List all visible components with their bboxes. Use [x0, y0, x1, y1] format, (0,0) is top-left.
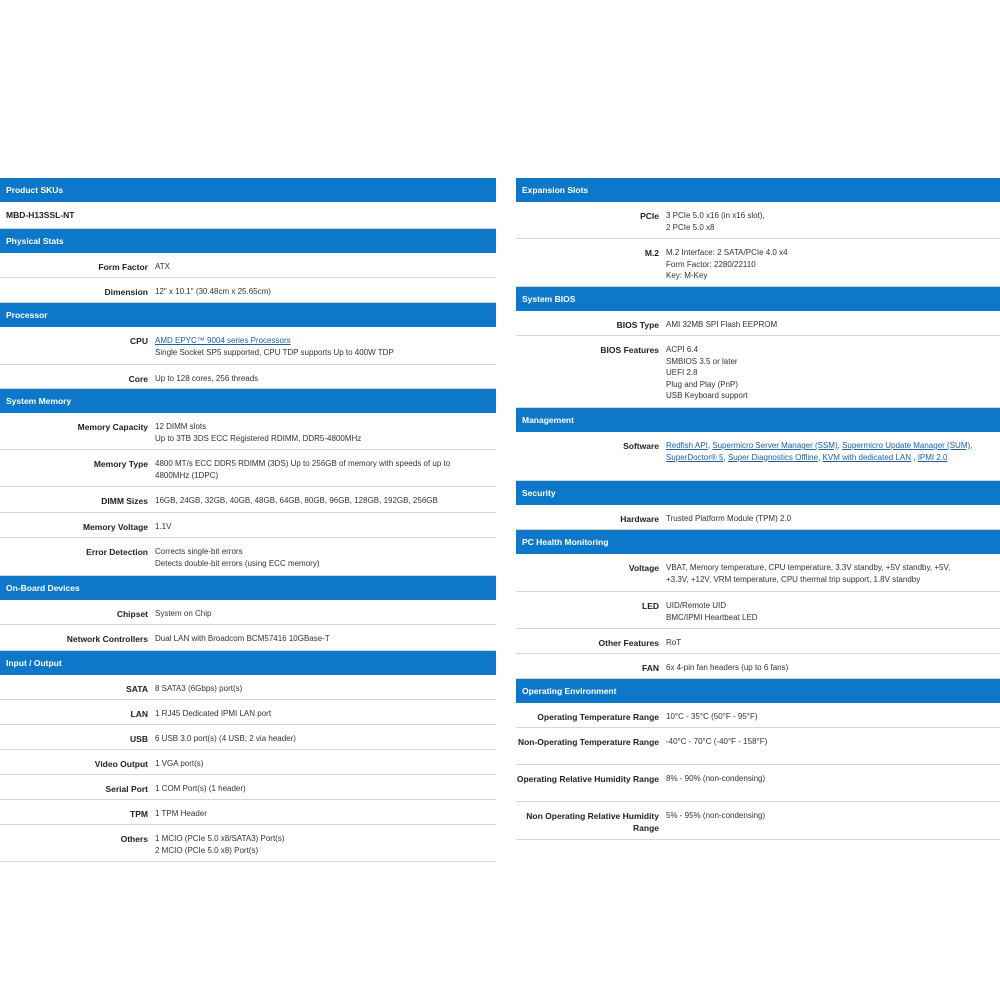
spec-row-bios-type: [516, 311, 1000, 336]
spec-label: Core: [128, 374, 148, 384]
spec-value-line: BMC/IPMI Heartbeat LED: [666, 612, 758, 622]
operating-environment-rows: [516, 703, 1000, 840]
spec-label: FAN: [642, 663, 659, 673]
spec-value: [148, 725, 496, 749]
right-spec-column: [516, 178, 1000, 840]
spec-value-line: 1 TPM Header: [155, 809, 207, 818]
spec-value: [659, 432, 1000, 480]
spec-label: Chipset: [116, 609, 148, 619]
spec-label: Other Features: [598, 638, 659, 648]
kvm-link[interactable]: KVM with dedicated LAN: [822, 452, 912, 462]
spec-row-cpu: [0, 327, 496, 365]
ssm-link[interactable]: Supermicro Server Manager (SSM): [712, 441, 838, 450]
spec-value-line: Form Factor: 2280/22110: [666, 259, 756, 269]
superdoctor-link[interactable]: SuperDoctor® 5: [666, 452, 724, 462]
section-header-expansion-slots: Expansion Slots: [516, 178, 1000, 202]
redfish-api-link[interactable]: Redfish API: [666, 441, 708, 450]
spec-value-line: 1 RJ45 Dedicated IPMI LAN port: [155, 709, 272, 718]
spec-row-network-controllers: [0, 625, 496, 651]
spec-label: M.2: [644, 248, 659, 258]
spec-row-led: [516, 592, 1000, 629]
spec-value: [148, 800, 496, 824]
pc-health-rows: [516, 554, 1000, 679]
spec-label: PCIe: [640, 211, 659, 221]
section-header-pc-health-monitoring: PC Health Monitoring: [516, 530, 1000, 554]
spec-label: Dimension: [104, 287, 148, 297]
spec-value-line: ACPI 6.4: [666, 345, 699, 354]
spec-value: [148, 513, 496, 537]
spec-value: [659, 654, 1000, 678]
spec-value-line: 8% - 90% (non-condensing): [666, 774, 766, 783]
spec-row-memory-capacity: [0, 413, 496, 450]
physical-stats-rows: [0, 253, 496, 303]
spec-row-non-operating-temperature-range: [516, 728, 1000, 765]
spec-value-line: AMI 32MB SPI Flash EEPROM: [666, 320, 778, 329]
spec-label: Operating Relative Humidity Range: [516, 774, 659, 784]
spec-label: SATA: [126, 684, 148, 694]
spec-value-line: VBAT, Memory temperature, CPU temperature, 3.3V standby, +5V standby, +5V,: [666, 563, 951, 572]
spec-value-line: -40°C - 70°C (-40°F - 158°F): [666, 737, 768, 746]
spec-value: [659, 202, 1000, 238]
spec-row-error-detection: [0, 538, 496, 576]
spec-value-line: 12" x 10.1" (30.48cm x 25.65cm): [155, 287, 271, 296]
spec-value-line: RoT: [666, 638, 682, 647]
spec-value: [659, 336, 1000, 407]
spec-value: [148, 487, 496, 512]
spec-value-line: UID/Remote UID: [666, 601, 727, 610]
section-header-system-memory: System Memory: [0, 389, 496, 413]
spec-label: Form Factor: [98, 262, 148, 272]
security-rows: [516, 505, 1000, 530]
spec-value: [659, 554, 1000, 591]
spec-row-non-operating-relative-humidity-range: [516, 802, 1000, 840]
spec-value-line: Plug and Play (PnP): [666, 379, 739, 389]
spec-value-line: 12 DIMM slots: [155, 422, 207, 431]
expansion-slots-rows: [516, 202, 1000, 287]
spec-row-form-factor: [0, 253, 496, 278]
spec-value: [659, 629, 1000, 653]
sum-link[interactable]: Supermicro Update Manager (SUM): [842, 441, 971, 450]
spec-value-line: Corrects single-bit errors: [155, 547, 243, 556]
spec-row-video-output: [0, 750, 496, 775]
spec-row-dimension: [0, 278, 496, 303]
spec-value: [148, 253, 496, 277]
spec-row-memory-type: [0, 450, 496, 487]
ipmi-link[interactable]: IPMI 2.0: [917, 452, 948, 462]
spec-value-line: 1 MCIO (PCIe 5.0 x8/SATA3) Port(s): [155, 834, 285, 843]
spec-row-operating-temperature-range: [516, 703, 1000, 728]
link-separator: ,: [707, 441, 713, 450]
spec-value-line: Dual LAN with Broadcom BCM57416 10GBase-T: [155, 634, 330, 643]
spec-label: Memory Type: [93, 459, 148, 469]
on-board-devices-rows: [0, 600, 496, 651]
link-separator: ,: [911, 452, 916, 462]
spec-value: [148, 600, 496, 624]
spec-value: [148, 538, 496, 575]
spec-value-line: 2 PCIe 5.0 x8: [666, 222, 715, 232]
spec-label: Operating Temperature Range: [537, 712, 659, 722]
spec-value: [659, 311, 1000, 335]
system-bios-rows: [516, 311, 1000, 408]
section-header-physical-stats: Physical Stats: [0, 229, 496, 253]
spec-row-m-2: [516, 239, 1000, 287]
spec-value-line: 1 COM Port(s) (1 header): [155, 784, 246, 793]
spec-value-line: Key: M-Key: [666, 271, 708, 280]
spec-value: [148, 825, 496, 861]
spec-value-line: 6 USB 3.0 port(s) (4 USB; 2 via header): [155, 734, 296, 743]
spec-row-tpm: [0, 800, 496, 825]
spec-label: USB: [130, 734, 148, 744]
spec-value: [148, 675, 496, 699]
spec-value: [148, 450, 496, 486]
spec-label: BIOS Features: [600, 345, 659, 355]
spec-row-bios-features: [516, 336, 1000, 408]
spec-value-line: 2 MCIO (PCIe 5.0 x8) Port(s): [155, 845, 259, 855]
spec-row-pcie: [516, 202, 1000, 239]
spec-row-software: [516, 432, 1000, 481]
spec-value: [659, 765, 1000, 801]
spec-value: [148, 625, 496, 650]
spec-value-line: SMBIOS 3.5 or later: [666, 356, 738, 366]
spec-value: [148, 750, 496, 774]
spec-label: Non-Operating Temperature Range: [517, 737, 659, 747]
spec-row-chipset: [0, 600, 496, 625]
spec-label: DIMM Sizes: [101, 496, 148, 506]
link-separator: ,: [837, 441, 843, 450]
spec-row-hardware: [516, 505, 1000, 530]
spec-value-line: 16GB, 24GB, 32GB, 40GB, 48GB, 64GB, 80GB, 96GB, 128GB, 192GB, 256GB: [155, 496, 438, 505]
spec-label: Memory Capacity: [77, 422, 148, 432]
spec-value-line: Up to 128 cores, 256 threads: [155, 374, 259, 383]
section-header-on-board-devices: On-Board Devices: [0, 576, 496, 600]
spec-row-fan: [516, 654, 1000, 679]
section-header-processor: Processor: [0, 303, 496, 327]
spec-label: Video Output: [94, 759, 148, 769]
spec-value-line: Up to 3TB 3DS ECC Registered RDIMM, DDR5-4800MHz: [155, 433, 362, 443]
link-separator: ,: [723, 452, 728, 462]
spec-value-line: +3.3V, +12V, VRM temperature, CPU thermal trip support, 1.8V standby: [666, 574, 921, 584]
section-header-security: Security: [516, 481, 1000, 505]
cpu-series-link[interactable]: AMD EPYC™ 9004 series Processors: [155, 336, 291, 345]
spec-label: Network Controllers: [66, 634, 148, 644]
spec-value: [659, 505, 1000, 529]
spec-label: Error Detection: [86, 547, 148, 557]
link-separator: ,: [970, 441, 973, 450]
left-spec-column: [0, 178, 496, 862]
spec-label: Voltage: [628, 563, 659, 573]
spec-label: Hardware: [620, 514, 659, 524]
spec-row-others: [0, 825, 496, 862]
spec-row-serial-port: [0, 775, 496, 800]
spec-value: [659, 802, 1000, 839]
spec-value-line: Trusted Platform Module (TPM) 2.0: [666, 514, 792, 523]
spec-value-line: 4800MHz (1DPC): [155, 470, 219, 480]
spec-row-operating-relative-humidity-range: [516, 765, 1000, 802]
section-header-management: Management: [516, 408, 1000, 432]
spec-value-line: Single Socket SP5 supported, CPU TDP supports Up to 400W TDP: [155, 347, 394, 357]
spec-value-line: 8 SATA3 (6Gbps) port(s): [155, 684, 243, 693]
spec-label: Others: [120, 834, 148, 844]
spec-row-sata: [0, 675, 496, 700]
spec-row-core: [0, 365, 496, 389]
spec-label: BIOS Type: [616, 320, 659, 330]
spec-row-other-features: [516, 629, 1000, 654]
super-diagnostics-offline-link[interactable]: Super Diagnostics Offline: [727, 452, 819, 462]
spec-row-dimm-sizes: [0, 487, 496, 513]
spec-value-line: 6x 4-pin fan headers (up to 6 fans): [666, 663, 789, 672]
spec-label: LAN: [130, 709, 148, 719]
spec-value-line: 3 PCIe 5.0 x16 (in x16 slot),: [666, 211, 765, 220]
spec-value: [659, 703, 1000, 727]
spec-row-lan: [0, 700, 496, 725]
section-header-operating-environment: Operating Environment: [516, 679, 1000, 703]
spec-value-line: System on Chip: [155, 609, 212, 618]
spec-value-line: 1 VGA port(s): [155, 759, 204, 768]
spec-label: Memory Voltage: [82, 522, 148, 532]
product-sku: MBD-H13SSL-NT: [0, 202, 496, 229]
spec-row-voltage: [516, 554, 1000, 592]
section-header-product-skus: Product SKUs: [0, 178, 496, 202]
spec-value: [659, 592, 1000, 628]
spec-label: Serial Port: [105, 784, 148, 794]
spec-row-usb: [0, 725, 496, 750]
spec-label: Software: [623, 441, 659, 451]
spec-value-line: 1.1V: [155, 522, 172, 531]
spec-value: [148, 365, 496, 388]
spec-label: LED: [642, 601, 659, 611]
spec-value-line: ATX: [155, 262, 170, 271]
spec-value: [659, 728, 1000, 764]
spec-value-line: 4800 MT/s ECC DDR5 RDIMM (3DS) Up to 256GB of memory with speeds of up to: [155, 459, 451, 468]
spec-value: [148, 278, 496, 302]
spec-value-line: 5% - 95% (non-condensing): [666, 811, 766, 820]
system-memory-rows: [0, 413, 496, 576]
spec-label: Non Operating Relative Humidity Range: [526, 811, 659, 833]
spec-value: [148, 327, 496, 364]
section-header-system-bios: System BIOS: [516, 287, 1000, 311]
spec-value: [148, 413, 496, 449]
input-output-rows: [0, 675, 496, 862]
spec-value: [659, 239, 1000, 286]
spec-value: [148, 775, 496, 799]
spec-value-line: Detects double-bit errors (using ECC memory): [155, 558, 320, 568]
spec-value-line: USB Keyboard support: [666, 391, 748, 400]
spec-value-line: UEFI 2.8: [666, 368, 698, 377]
spec-value-line: M.2 Interface: 2 SATA/PCIe 4.0 x4: [666, 248, 788, 257]
spec-value-line: 10°C - 35°C (50°F - 95°F): [666, 712, 758, 721]
spec-label: CPU: [130, 336, 148, 346]
section-header-input-output: Input / Output: [0, 651, 496, 675]
spec-value: [148, 700, 496, 724]
spec-row-memory-voltage: [0, 513, 496, 538]
spec-label: TPM: [130, 809, 148, 819]
link-separator: ,: [818, 452, 823, 462]
